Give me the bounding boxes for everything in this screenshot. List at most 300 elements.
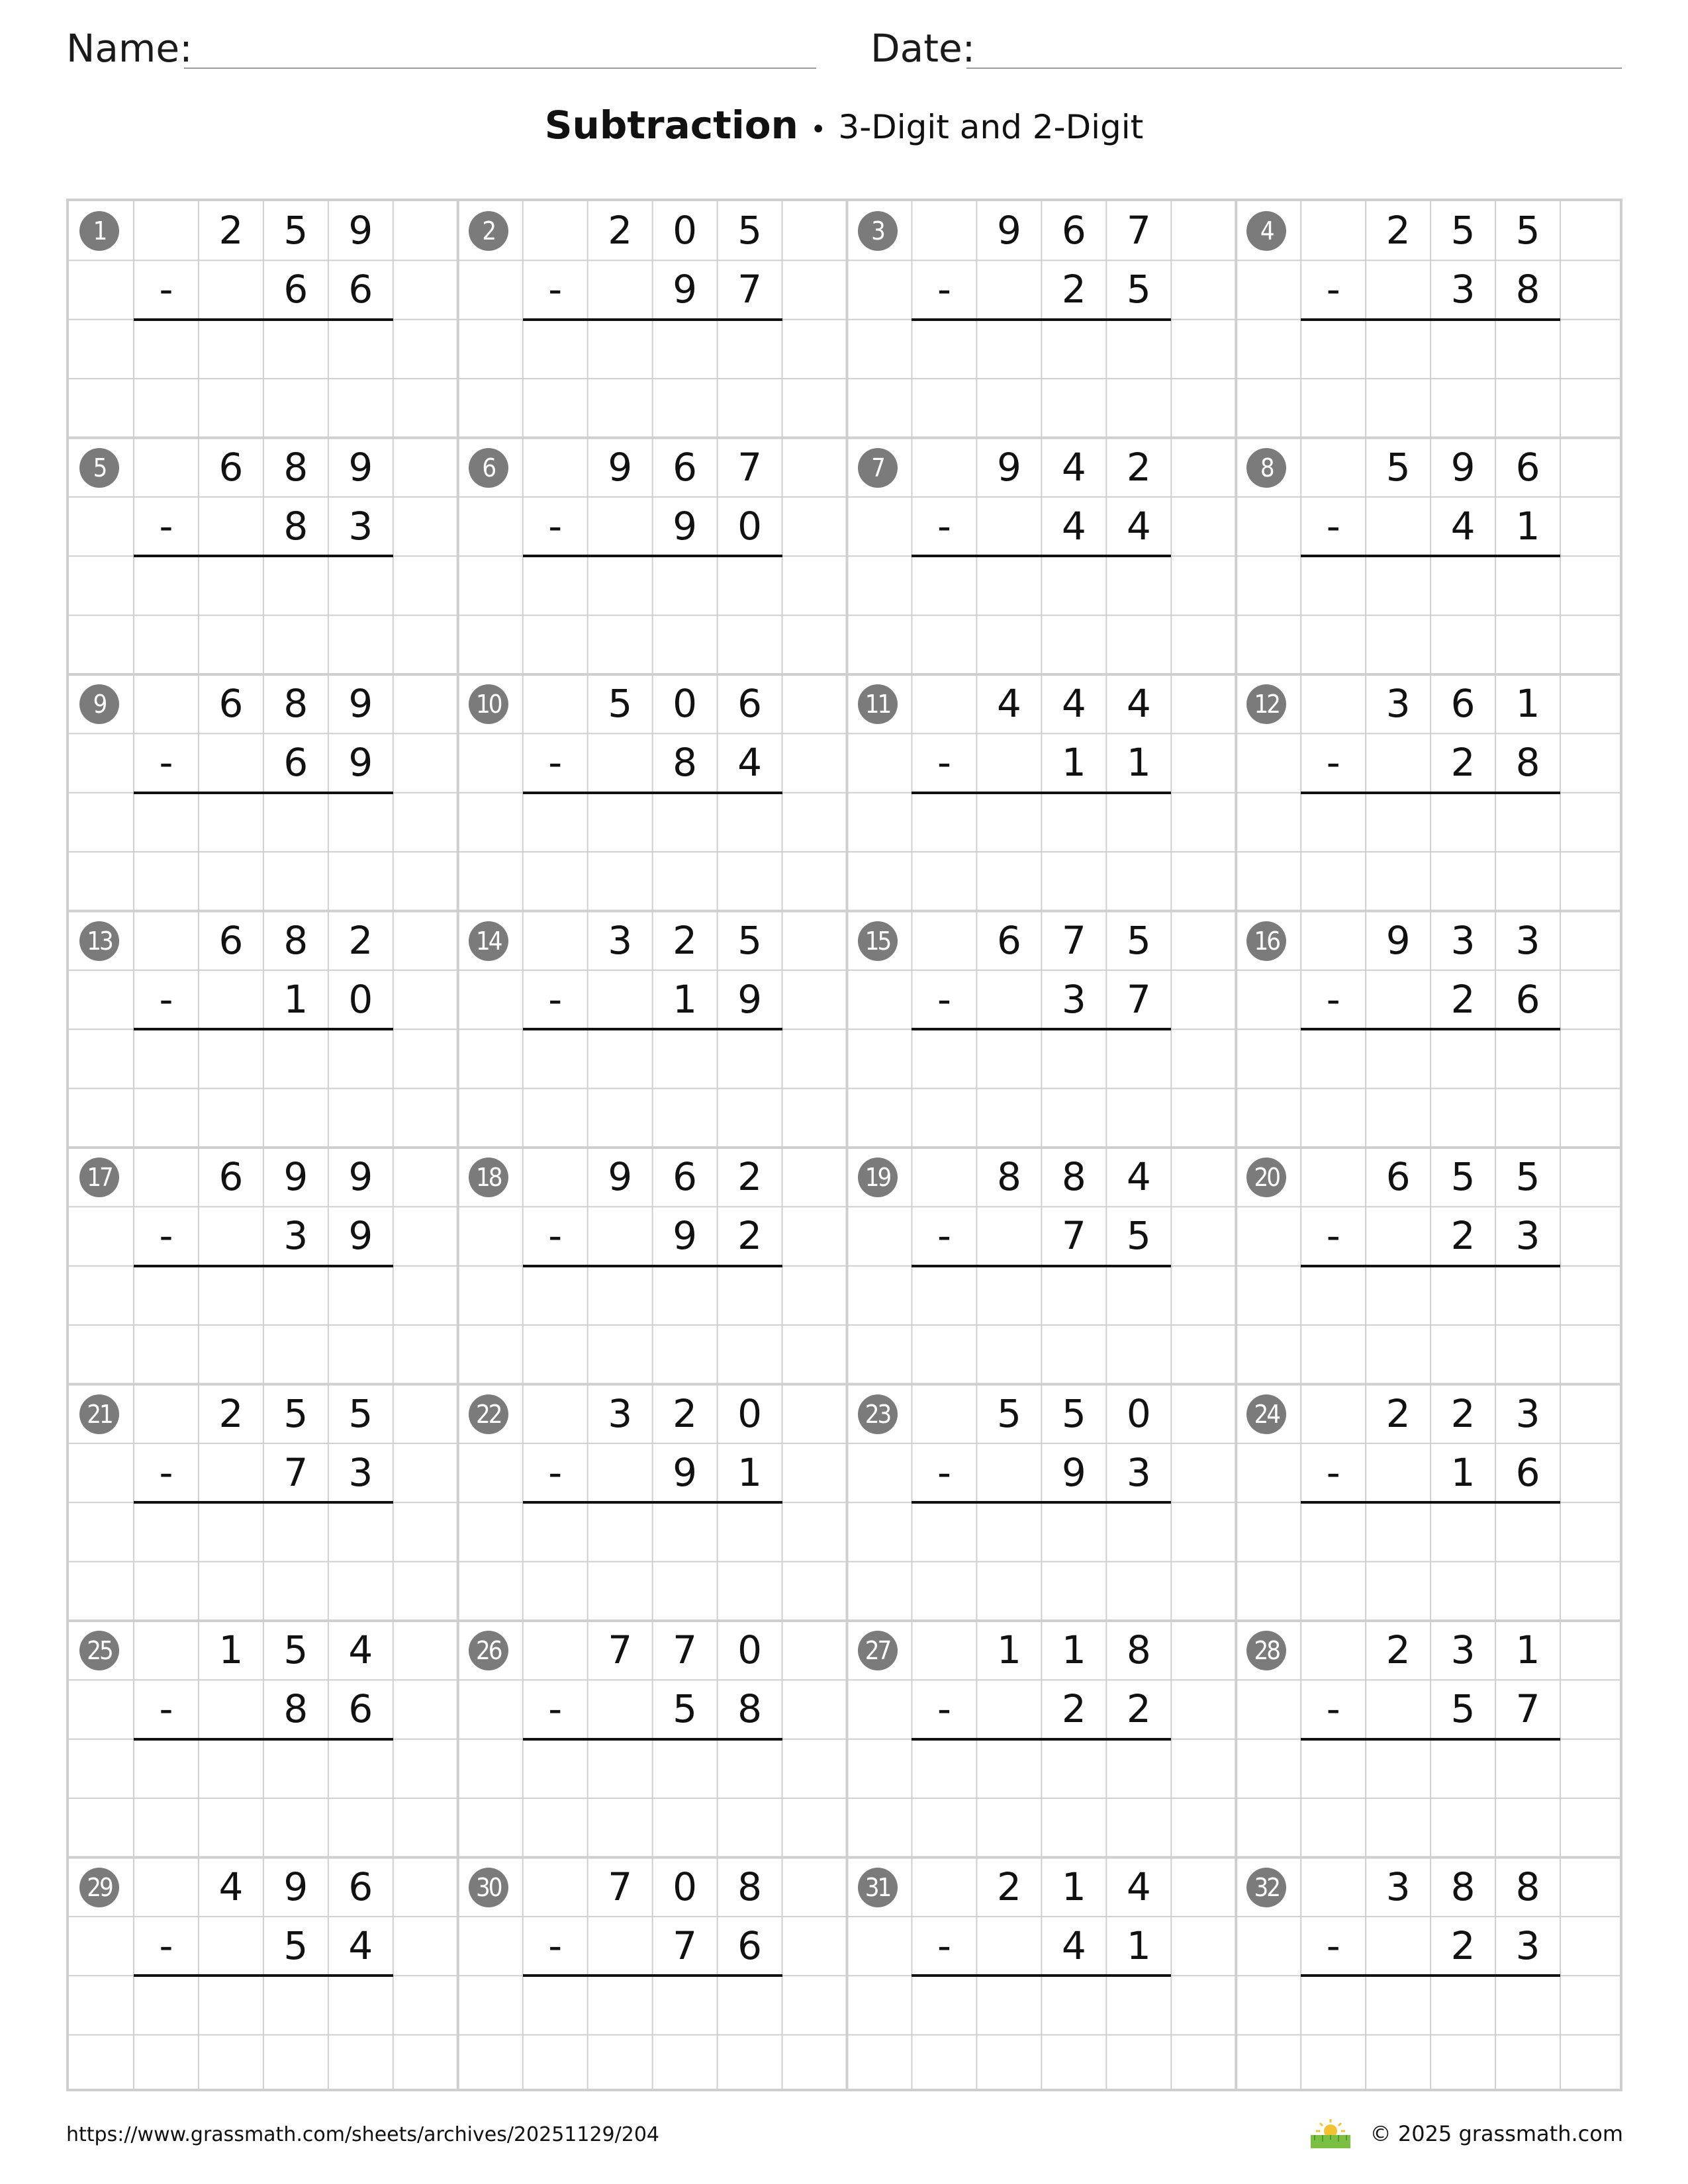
problem-grid <box>66 199 1622 2091</box>
subtrahend-digit: 0 <box>737 503 763 549</box>
minuend-digit: 1 <box>1515 1627 1540 1672</box>
problem-number-badge: 10 <box>469 684 508 724</box>
minuend-digit: 5 <box>1450 1154 1476 1199</box>
answer-line <box>523 1738 782 1741</box>
subtrahend-digit: 7 <box>737 267 763 312</box>
answer-line <box>134 1028 393 1030</box>
problem-number-badge: 1 <box>79 211 119 251</box>
problem-27 <box>847 1621 1237 1856</box>
problem-18 <box>458 1148 847 1383</box>
subtrahend-digit: 2 <box>1450 976 1476 1022</box>
subtrahend-digit: 1 <box>737 1449 763 1495</box>
problem-10 <box>458 674 847 910</box>
minus-sign: - <box>548 1449 563 1495</box>
minuend-digit: 1 <box>1515 681 1540 726</box>
problem-1 <box>69 201 458 437</box>
minuend-digit: 9 <box>1450 444 1476 490</box>
problem-8 <box>1236 438 1622 674</box>
minuend-digit: 8 <box>996 1154 1021 1199</box>
problem-number-badge: 28 <box>1246 1631 1286 1670</box>
problem-number-badge: 23 <box>858 1394 898 1434</box>
subtrahend-digit: 1 <box>1515 503 1540 549</box>
subtrahend-digit: 4 <box>1450 503 1476 549</box>
problem-number-badge: 6 <box>469 448 508 488</box>
subtrahend-digit: 7 <box>1126 976 1151 1022</box>
minuend-digit: 9 <box>348 444 373 490</box>
problem-number-badge: 21 <box>79 1394 119 1434</box>
subtrahend-digit: 8 <box>283 1686 308 1732</box>
subtrahend-digit: 2 <box>1450 740 1476 786</box>
problem-13 <box>69 911 458 1147</box>
minuend-digit: 6 <box>218 681 244 726</box>
minuend-digit: 5 <box>283 208 308 253</box>
subtrahend-digit: 4 <box>1126 503 1151 549</box>
minuend-digit: 3 <box>608 1390 633 1436</box>
title-main: Subtraction <box>544 103 798 148</box>
problem-number-badge: 19 <box>858 1158 898 1197</box>
name-label: Name: <box>66 26 193 71</box>
problem-25 <box>69 1621 458 1856</box>
minuend-digit: 1 <box>996 1627 1021 1672</box>
minuend-digit: 3 <box>1385 1864 1411 1909</box>
minus-sign: - <box>159 503 173 549</box>
minus-sign: - <box>1326 740 1340 786</box>
minuend-digit: 6 <box>1450 681 1476 726</box>
minuend-digit: 7 <box>737 444 763 490</box>
answer-line <box>523 1974 782 1977</box>
minuend-digit: 9 <box>608 444 633 490</box>
minus-sign: - <box>548 503 563 549</box>
minus-sign: - <box>1326 976 1340 1022</box>
problem-3 <box>847 201 1237 437</box>
minus-sign: - <box>937 503 951 549</box>
minuend-digit: 2 <box>348 917 373 963</box>
minus-sign: - <box>1326 1923 1340 1968</box>
minuend-digit: 5 <box>283 1627 308 1672</box>
minuend-digit: 3 <box>608 917 633 963</box>
minuend-digit: 6 <box>218 917 244 963</box>
minuend-digit: 3 <box>1450 1627 1476 1672</box>
subtrahend-digit: 6 <box>348 267 373 312</box>
minuend-digit: 7 <box>1061 917 1086 963</box>
answer-line <box>912 555 1171 557</box>
minuend-digit: 5 <box>1515 1154 1540 1199</box>
minus-sign: - <box>937 1213 951 1259</box>
minuend-digit: 6 <box>1515 444 1540 490</box>
subtrahend-digit: 1 <box>673 976 698 1022</box>
subtrahend-digit: 3 <box>1450 267 1476 312</box>
subtrahend-digit: 3 <box>1515 1923 1540 1968</box>
minuend-digit: 5 <box>1450 208 1476 253</box>
problem-number-badge: 12 <box>1246 684 1286 724</box>
minus-sign: - <box>937 740 951 786</box>
minus-sign: - <box>159 1213 173 1259</box>
minuend-digit: 5 <box>608 681 633 726</box>
subtrahend-digit: 6 <box>737 1923 763 1968</box>
minuend-digit: 9 <box>608 1154 633 1199</box>
subtrahend-digit: 4 <box>737 740 763 786</box>
answer-line <box>134 792 393 794</box>
minuend-digit: 1 <box>1061 1864 1086 1909</box>
minuend-digit: 8 <box>1450 1864 1476 1909</box>
minuend-digit: 2 <box>218 208 244 253</box>
subtrahend-digit: 3 <box>1126 1449 1151 1495</box>
problem-number-badge: 8 <box>1246 448 1286 488</box>
minuend-digit: 3 <box>1385 681 1411 726</box>
problem-number-badge: 24 <box>1246 1394 1286 1434</box>
problem-number-badge: 11 <box>858 684 898 724</box>
subtrahend-digit: 7 <box>673 1923 698 1968</box>
subtrahend-digit: 4 <box>1061 1923 1086 1968</box>
answer-line <box>134 1738 393 1741</box>
minus-sign: - <box>937 1923 951 1968</box>
minuend-digit: 1 <box>1061 1627 1086 1672</box>
minuend-digit: 5 <box>737 917 763 963</box>
minuend-digit: 6 <box>1061 208 1086 253</box>
subtrahend-digit: 4 <box>348 1923 373 1968</box>
minuend-digit: 6 <box>737 681 763 726</box>
minus-sign: - <box>1326 503 1340 549</box>
minuend-digit: 6 <box>218 1154 244 1199</box>
problem-31 <box>847 1858 1237 2092</box>
minuend-digit: 9 <box>1385 917 1411 963</box>
subtrahend-digit: 2 <box>1450 1923 1476 1968</box>
subtrahend-digit: 2 <box>1061 1686 1086 1732</box>
minuend-digit: 5 <box>283 1390 308 1436</box>
answer-line <box>1301 792 1560 794</box>
subtrahend-digit: 6 <box>283 267 308 312</box>
subtrahend-digit: 2 <box>1126 1686 1151 1732</box>
problem-24 <box>1236 1385 1622 1620</box>
subtrahend-digit: 1 <box>1450 1449 1476 1495</box>
problem-number-badge: 14 <box>469 921 508 961</box>
subtrahend-digit: 8 <box>1515 740 1540 786</box>
subtrahend-digit: 3 <box>348 1449 373 1495</box>
date-label: Date: <box>870 26 976 71</box>
minus-sign: - <box>159 1686 173 1732</box>
minuend-digit: 8 <box>283 681 308 726</box>
minuend-digit: 9 <box>996 208 1021 253</box>
subtrahend-digit: 5 <box>1126 1213 1151 1259</box>
minuend-digit: 5 <box>737 208 763 253</box>
answer-line <box>1301 1265 1560 1267</box>
answer-line <box>912 1501 1171 1504</box>
minuend-digit: 2 <box>737 1154 763 1199</box>
subtrahend-digit: 2 <box>1450 1213 1476 1259</box>
problem-20 <box>1236 1148 1622 1383</box>
minuend-digit: 3 <box>1450 917 1476 963</box>
problem-2 <box>458 201 847 437</box>
minus-sign: - <box>937 1449 951 1495</box>
problem-number-badge: 27 <box>858 1631 898 1670</box>
problem-number-badge: 15 <box>858 921 898 961</box>
subtrahend-digit: 7 <box>283 1449 308 1495</box>
minus-sign: - <box>937 976 951 1022</box>
answer-line <box>134 318 393 321</box>
minuend-digit: 8 <box>283 917 308 963</box>
problem-14 <box>458 911 847 1147</box>
problem-17 <box>69 1148 458 1383</box>
answer-line <box>1301 1738 1560 1741</box>
subtrahend-digit: 9 <box>673 1213 698 1259</box>
minuend-digit: 9 <box>348 1154 373 1199</box>
problem-number-badge: 3 <box>858 211 898 251</box>
minuend-digit: 1 <box>218 1627 244 1672</box>
minuend-digit: 6 <box>348 1864 373 1909</box>
minuend-digit: 6 <box>673 444 698 490</box>
minuend-digit: 6 <box>1385 1154 1411 1199</box>
problem-number-badge: 17 <box>79 1158 119 1197</box>
minuend-digit: 4 <box>1061 444 1086 490</box>
minuend-digit: 2 <box>608 208 633 253</box>
answer-line <box>134 1974 393 1977</box>
minus-sign: - <box>159 976 173 1022</box>
minuend-digit: 5 <box>1515 208 1540 253</box>
problem-12 <box>1236 674 1622 910</box>
minus-sign: - <box>548 976 563 1022</box>
subtrahend-digit: 9 <box>348 740 373 786</box>
answer-line <box>1301 1974 1560 1977</box>
footer-url[interactable]: https://www.grassmath.com/sheets/archives/20251129/204 <box>66 2123 660 2146</box>
subtrahend-digit: 9 <box>737 976 763 1022</box>
subtrahend-digit: 6 <box>1515 976 1540 1022</box>
subtrahend-digit: 6 <box>1515 1449 1540 1495</box>
problem-11 <box>847 674 1237 910</box>
minuend-digit: 6 <box>673 1154 698 1199</box>
subtrahend-digit: 5 <box>1126 267 1151 312</box>
minuend-digit: 4 <box>348 1627 373 1672</box>
minuend-digit: 8 <box>1061 1154 1086 1199</box>
problem-number-badge: 22 <box>469 1394 508 1434</box>
answer-line <box>134 555 393 557</box>
minuend-digit: 8 <box>1515 1864 1540 1909</box>
problem-5 <box>69 438 458 674</box>
minuend-digit: 4 <box>1126 681 1151 726</box>
minus-sign: - <box>548 1213 563 1259</box>
answer-line <box>912 1028 1171 1030</box>
minuend-digit: 2 <box>218 1390 244 1436</box>
minuend-digit: 0 <box>673 681 698 726</box>
minuend-digit: 8 <box>283 444 308 490</box>
problem-number-badge: 2 <box>469 211 508 251</box>
minuend-digit: 5 <box>1126 917 1151 963</box>
answer-line <box>523 1501 782 1504</box>
footer-brand <box>1307 2118 1623 2150</box>
problem-number-badge: 4 <box>1246 211 1286 251</box>
minuend-digit: 4 <box>1126 1154 1151 1199</box>
answer-line <box>134 1265 393 1267</box>
subtrahend-digit: 3 <box>1061 976 1086 1022</box>
minuend-digit: 8 <box>1126 1627 1151 1672</box>
answer-line <box>523 1028 782 1030</box>
problem-28 <box>1236 1621 1622 1856</box>
answer-line <box>134 1501 393 1504</box>
minuend-digit: 7 <box>608 1627 633 1672</box>
minuend-digit: 0 <box>737 1627 763 1672</box>
subtrahend-digit: 1 <box>1126 740 1151 786</box>
title-subtitle: 3-Digit and 2-Digit <box>838 108 1144 146</box>
minuend-digit: 5 <box>1385 444 1411 490</box>
problem-number-badge: 13 <box>79 921 119 961</box>
minuend-digit: 5 <box>996 1390 1021 1436</box>
subtrahend-digit: 1 <box>1126 1923 1151 1968</box>
problem-26 <box>458 1621 847 1856</box>
minus-sign: - <box>548 267 563 312</box>
subtrahend-digit: 3 <box>1515 1213 1540 1259</box>
answer-line <box>912 792 1171 794</box>
grassmath-logo-icon <box>1307 2118 1354 2150</box>
minuend-digit: 2 <box>1385 1390 1411 1436</box>
minus-sign: - <box>159 740 173 786</box>
minuend-digit: 4 <box>1061 681 1086 726</box>
title-bullet: • <box>810 114 826 145</box>
minuend-digit: 2 <box>1126 444 1151 490</box>
problem-30 <box>458 1858 847 2092</box>
subtrahend-digit: 9 <box>348 1213 373 1259</box>
problem-19 <box>847 1148 1237 1383</box>
answer-line <box>912 1738 1171 1741</box>
minuend-digit: 0 <box>673 1864 698 1909</box>
problem-number-badge: 5 <box>79 448 119 488</box>
answer-line <box>912 1265 1171 1267</box>
subtrahend-digit: 8 <box>1515 267 1540 312</box>
answer-line <box>912 318 1171 321</box>
problem-number-badge: 30 <box>469 1868 508 1907</box>
minuend-digit: 9 <box>348 208 373 253</box>
minuend-digit: 5 <box>348 1390 373 1436</box>
subtrahend-digit: 0 <box>348 976 373 1022</box>
subtrahend-digit: 1 <box>283 976 308 1022</box>
problem-number-badge: 20 <box>1246 1158 1286 1197</box>
minus-sign: - <box>548 1923 563 1968</box>
minuend-digit: 3 <box>1515 1390 1540 1436</box>
page-title <box>0 103 1688 148</box>
subtrahend-digit: 5 <box>1450 1686 1476 1732</box>
minuend-digit: 6 <box>996 917 1021 963</box>
subtrahend-digit: 8 <box>283 503 308 549</box>
minus-sign: - <box>1326 1213 1340 1259</box>
subtrahend-digit: 9 <box>673 267 698 312</box>
minuend-digit: 0 <box>737 1390 763 1436</box>
minus-sign: - <box>937 267 951 312</box>
problem-number-badge: 7 <box>858 448 898 488</box>
minuend-digit: 9 <box>283 1154 308 1199</box>
minuend-digit: 4 <box>996 681 1021 726</box>
minuend-digit: 6 <box>218 444 244 490</box>
minus-sign: - <box>548 1686 563 1732</box>
minuend-digit: 8 <box>737 1864 763 1909</box>
minuend-digit: 2 <box>1385 1627 1411 1672</box>
name-line[interactable] <box>184 68 816 69</box>
problem-22 <box>458 1385 847 1620</box>
subtrahend-digit: 5 <box>673 1686 698 1732</box>
problem-23 <box>847 1385 1237 1620</box>
problem-number-badge: 31 <box>858 1868 898 1907</box>
answer-line <box>1301 1501 1560 1504</box>
minuend-digit: 0 <box>1126 1390 1151 1436</box>
subtrahend-digit: 6 <box>348 1686 373 1732</box>
minuend-digit: 9 <box>348 681 373 726</box>
subtrahend-digit: 2 <box>737 1213 763 1259</box>
problem-number-badge: 32 <box>1246 1868 1286 1907</box>
minus-sign: - <box>159 1923 173 1968</box>
problem-21 <box>69 1385 458 1620</box>
subtrahend-digit: 7 <box>1061 1213 1086 1259</box>
answer-line <box>523 318 782 321</box>
problem-6 <box>458 438 847 674</box>
answer-line <box>523 555 782 557</box>
minus-sign: - <box>937 1686 951 1732</box>
minuend-digit: 7 <box>1126 208 1151 253</box>
minuend-digit: 0 <box>673 208 698 253</box>
subtrahend-digit: 3 <box>348 503 373 549</box>
minus-sign: - <box>1326 1449 1340 1495</box>
subtrahend-digit: 2 <box>1061 267 1086 312</box>
problem-number-badge: 29 <box>79 1868 119 1907</box>
answer-line <box>1301 1028 1560 1030</box>
minus-sign: - <box>159 1449 173 1495</box>
problem-number-badge: 25 <box>79 1631 119 1670</box>
minuend-digit: 2 <box>673 917 698 963</box>
problem-16 <box>1236 911 1622 1147</box>
minuend-digit: 7 <box>608 1864 633 1909</box>
problem-number-badge: 18 <box>469 1158 508 1197</box>
minuend-digit: 7 <box>673 1627 698 1672</box>
minus-sign: - <box>548 740 563 786</box>
subtrahend-digit: 1 <box>1061 740 1086 786</box>
minus-sign: - <box>1326 267 1340 312</box>
subtrahend-digit: 5 <box>283 1923 308 1968</box>
footer-copyright: © 2025 grassmath.com <box>1370 2121 1623 2146</box>
minuend-digit: 4 <box>218 1864 244 1909</box>
subtrahend-digit: 9 <box>673 503 698 549</box>
minuend-digit: 5 <box>1061 1390 1086 1436</box>
subtrahend-digit: 9 <box>673 1449 698 1495</box>
problem-29 <box>69 1858 458 2092</box>
minus-sign: - <box>1326 1686 1340 1732</box>
answer-line <box>523 792 782 794</box>
minuend-digit: 2 <box>1450 1390 1476 1436</box>
subtrahend-digit: 8 <box>673 740 698 786</box>
minuend-digit: 4 <box>1126 1864 1151 1909</box>
answer-line <box>523 1265 782 1267</box>
subtrahend-digit: 8 <box>737 1686 763 1732</box>
problem-4 <box>1236 201 1622 437</box>
subtrahend-digit: 6 <box>283 740 308 786</box>
answer-line <box>1301 555 1560 557</box>
minuend-digit: 9 <box>996 444 1021 490</box>
answer-line <box>912 1974 1171 1977</box>
problem-number-badge: 26 <box>469 1631 508 1670</box>
subtrahend-digit: 4 <box>1061 503 1086 549</box>
subtrahend-digit: 9 <box>1061 1449 1086 1495</box>
problem-9 <box>69 674 458 910</box>
problem-32 <box>1236 1858 1622 2092</box>
minus-sign: - <box>159 267 173 312</box>
problem-number-badge: 9 <box>79 684 119 724</box>
date-line[interactable] <box>966 68 1622 69</box>
minuend-digit: 2 <box>1385 208 1411 253</box>
problem-7 <box>847 438 1237 674</box>
subtrahend-digit: 7 <box>1515 1686 1540 1732</box>
problem-15 <box>847 911 1237 1147</box>
minuend-digit: 2 <box>996 1864 1021 1909</box>
answer-line <box>1301 318 1560 321</box>
subtrahend-digit: 3 <box>283 1213 308 1259</box>
problem-number-badge: 16 <box>1246 921 1286 961</box>
minuend-digit: 3 <box>1515 917 1540 963</box>
minuend-digit: 2 <box>673 1390 698 1436</box>
